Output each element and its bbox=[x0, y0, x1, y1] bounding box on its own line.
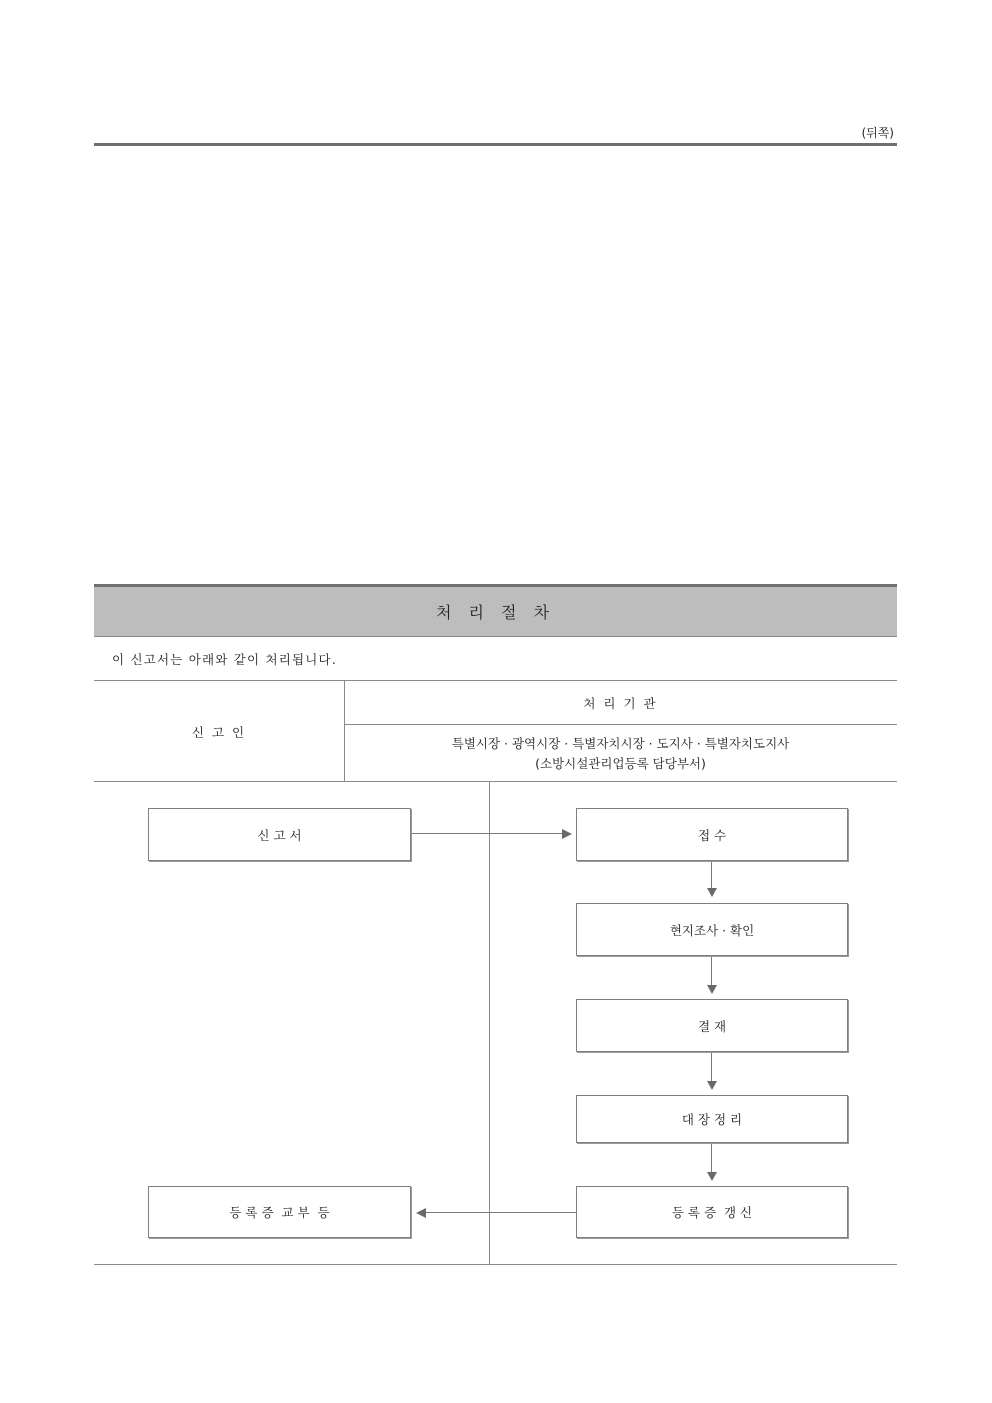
flow-column-divider bbox=[489, 782, 490, 1264]
arrow-right-icon bbox=[562, 829, 572, 839]
arrow-line bbox=[412, 833, 562, 834]
section-header bbox=[94, 584, 897, 637]
flow-step-label: 접 수 bbox=[697, 827, 727, 843]
table-bottom-rule bbox=[94, 1264, 897, 1265]
table-header-bottom-rule bbox=[94, 781, 897, 782]
applicant-header-label: 신 고 인 bbox=[191, 725, 247, 740]
arrow-down-icon bbox=[707, 1172, 717, 1181]
flow-step-issuance bbox=[148, 1186, 411, 1238]
arrow-line bbox=[426, 1212, 576, 1213]
agency-header-label: 처 리 기 관 bbox=[583, 696, 658, 711]
arrow-line bbox=[711, 1144, 712, 1172]
flow-step-ledger bbox=[576, 1095, 848, 1143]
flow-step-inspection bbox=[576, 903, 848, 956]
arrow-line bbox=[711, 862, 712, 888]
flow-step-label: 신 고 서 bbox=[257, 827, 302, 843]
applicant-header bbox=[94, 723, 344, 741]
page-side-label: (뒤쪽) bbox=[861, 126, 894, 140]
arrow-down-icon bbox=[707, 888, 717, 897]
top-divider bbox=[94, 143, 897, 146]
flow-step-label: 등 록 증 교 부 등 bbox=[229, 1205, 330, 1220]
arrow-line bbox=[711, 1053, 712, 1081]
flow-step-label: 등 록 증 갱 신 bbox=[671, 1205, 753, 1220]
agency-header bbox=[344, 694, 897, 712]
arrow-down-icon bbox=[707, 1081, 717, 1090]
flow-step-reception bbox=[576, 808, 848, 861]
flow-step-application bbox=[148, 808, 411, 861]
flow-step-label: 결 재 bbox=[697, 1018, 727, 1034]
arrow-down-icon bbox=[707, 985, 717, 994]
table-top-rule bbox=[94, 680, 897, 681]
agency-divider bbox=[344, 724, 897, 725]
agency-name: 특별시장 · 광역시장 · 특별자치시장 · 도지사 · 특별자치도지사 bbox=[451, 736, 790, 751]
flow-step-approval bbox=[576, 999, 848, 1052]
section-title: 처 리 절 차 bbox=[435, 603, 556, 622]
flow-step-label: 대 장 정 리 bbox=[681, 1112, 743, 1127]
arrow-left-icon bbox=[416, 1208, 426, 1218]
arrow-line bbox=[711, 957, 712, 985]
intro-text: 이 신고서는 아래와 같이 처리됩니다. bbox=[112, 652, 337, 667]
flow-step-label: 현지조사 · 확인 bbox=[669, 922, 755, 938]
flow-step-renewal bbox=[576, 1186, 848, 1238]
agency-department: (소방시설관리업등록 담당부서) bbox=[535, 756, 706, 771]
